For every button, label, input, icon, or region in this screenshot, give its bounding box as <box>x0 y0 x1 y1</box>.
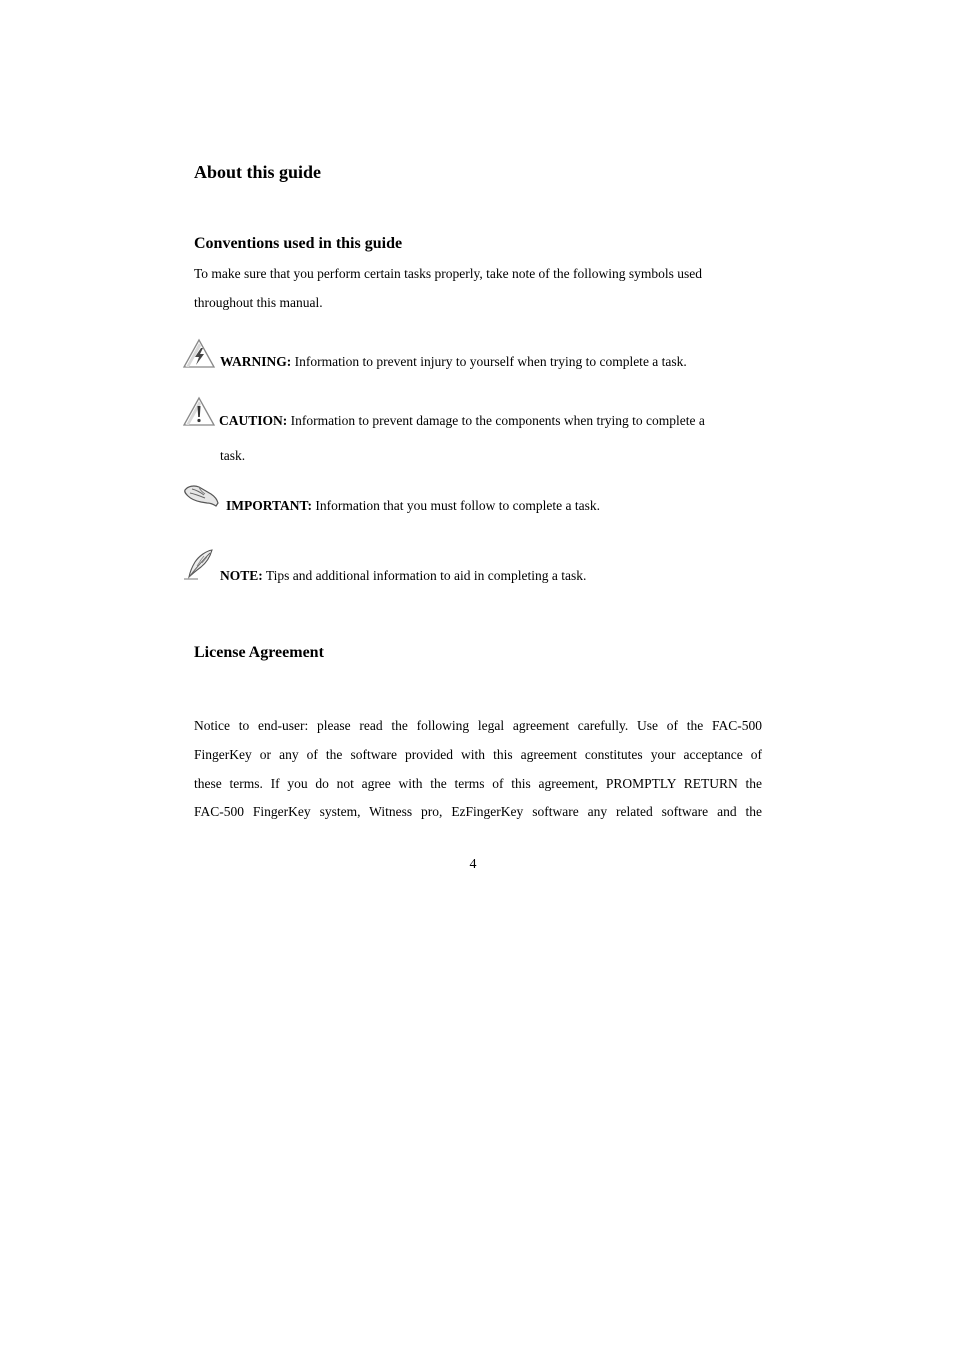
license-line: FAC-500 FingerKey system, Witness pro, EzFingerKey software any related software and the <box>194 804 762 820</box>
important-label: IMPORTANT: <box>226 498 313 513</box>
important-notice <box>182 482 782 518</box>
page-title: About this guide <box>194 162 322 182</box>
warning-lightning-icon <box>182 338 216 374</box>
license-body <box>194 712 762 827</box>
license-line: these terms. If you do not agree with the terms of this agreement, PROMPTLY RETURN the <box>194 775 762 791</box>
warning-label: WARNING: <box>220 354 292 369</box>
license-line: FingerKey or any of the software provided with this agreement constitutes your acceptance of <box>194 746 762 762</box>
important-hand-icon <box>182 482 220 516</box>
license-line: Notice to end-user: please read the following legal agreement carefully. Use of the FAC-500 <box>194 718 762 733</box>
note-quill-icon <box>182 548 216 586</box>
caution-exclamation-icon <box>182 396 216 432</box>
conventions-intro <box>194 259 762 317</box>
note-text: NOTE: Tips and additional information to aid in completing a task. <box>220 568 587 583</box>
caution-text: CAUTION: Information to prevent damage to the components when trying to complete a <box>219 413 705 428</box>
caution-text-continued: task. <box>220 448 246 463</box>
conventions-intro-line1: To make sure that you perform certain tasks properly, take note of the following symbols used <box>194 266 703 281</box>
page-number: 4 <box>469 857 477 872</box>
note-notice <box>182 548 782 584</box>
caution-notice <box>182 396 782 466</box>
important-text: IMPORTANT: Information that you must follow to complete a task. <box>226 498 600 513</box>
conventions-intro-line2: throughout this manual. <box>194 295 323 310</box>
warning-text: WARNING: Information to prevent injury to yourself when trying to complete a task. <box>220 354 687 369</box>
warning-notice <box>182 338 782 374</box>
note-label: NOTE: <box>220 568 263 583</box>
license-heading: License Agreement <box>194 644 324 661</box>
conventions-heading: Conventions used in this guide <box>194 235 403 252</box>
caution-label: CAUTION: <box>219 413 288 428</box>
